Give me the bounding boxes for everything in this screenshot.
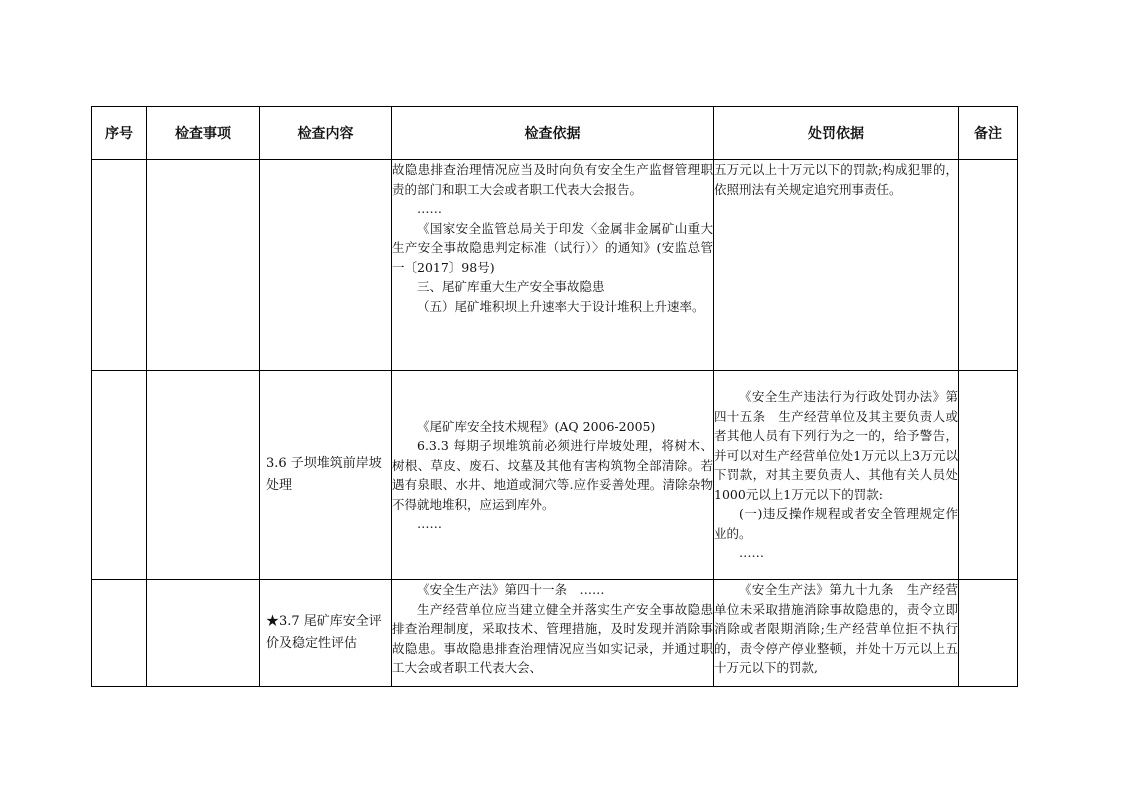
cell-penalty bbox=[714, 580, 959, 687]
header-penalty: 处罚依据 bbox=[714, 107, 959, 160]
basis-paragraph: （五）尾矿堆积坝上升速率大于设计堆积上升速率。 bbox=[417, 298, 705, 314]
cell-item bbox=[147, 580, 260, 687]
cell-seq bbox=[92, 371, 147, 580]
basis-paragraph: 《安全生产法》第四十一条 …… bbox=[417, 582, 605, 597]
basis-paragraph: 故隐患排查治理情况应当及时向负有安全生产监督管理职责的部门和职工大会或者职工代表大会报告。 bbox=[392, 162, 713, 197]
cell-basis bbox=[392, 371, 714, 580]
cell-penalty bbox=[714, 160, 959, 371]
cell-content: 3.6 子坝堆筑前岸坡处理 bbox=[260, 371, 392, 580]
penalty-paragraph: 《安全生产法》第九十九条 生产经营单位未采取措施消除事故隐患的，责令立即消除或者限期消除;生产经营单位拒不执行的，责令停产停业整顿，并处十万元以上五十万元以下的罚款, bbox=[714, 582, 958, 675]
table-row bbox=[92, 580, 1018, 687]
header-item: 检查事项 bbox=[147, 107, 260, 160]
header-content: 检查内容 bbox=[260, 107, 392, 160]
basis-paragraph: …… bbox=[417, 516, 442, 531]
basis-paragraph: 6.3.3 每期子坝堆筑前必须进行岸坡处理，将树木、树根、草皮、废石、坟墓及其他有害构筑物全部清除。若遇有泉眼、水井、地道或洞穴等.应作妥善处理。清除杂物不得就地堆积，应运到库外。 bbox=[392, 438, 713, 512]
header-basis: 检查依据 bbox=[392, 107, 714, 160]
table-header-row bbox=[92, 107, 1018, 160]
cell-item bbox=[147, 371, 260, 580]
cell-item bbox=[147, 160, 260, 371]
penalty-paragraph: (一)违反操作规程或者安全管理规定作业的。 bbox=[714, 506, 958, 541]
table-row bbox=[92, 160, 1018, 371]
basis-paragraph: …… bbox=[417, 201, 442, 216]
header-seq: 序号 bbox=[92, 107, 147, 160]
table-row bbox=[92, 371, 1018, 580]
cell-content: ★3.7 尾矿库安全评价及稳定性评估 bbox=[260, 580, 392, 687]
penalty-paragraph: …… bbox=[739, 545, 764, 561]
basis-paragraph: 《国家安全监管总局关于印发〈金属非金属矿山重大生产安全事故隐患判定标准（试行）〉的通知》(安监总管一〔2017〕98号) bbox=[392, 220, 713, 275]
cell-remark bbox=[959, 160, 1018, 371]
cell-remark bbox=[959, 580, 1018, 687]
basis-paragraph: 三、尾矿库重大生产安全事故隐患 bbox=[417, 279, 605, 294]
cell-remark bbox=[959, 371, 1018, 580]
penalty-paragraph: 《安全生产违法行为行政处罚办法》第四十五条 生产经营单位及其主要负责人或者其他人员有下列行为之一的，给予警告，并可以对生产经营单位处1万元以上3万元以下罚款，对其主要负责人、其他有关人员处1000元以上1万元以下的罚款: bbox=[714, 389, 958, 502]
basis-paragraph: 《尾矿库安全技术规程》(AQ 2006-2005) bbox=[417, 418, 656, 434]
cell-content bbox=[260, 160, 392, 371]
basis-paragraph: 生产经营单位应当建立健全并落实生产安全事故隐患排查治理制度，采取技术、管理措施，及时发现并消除事故隐患。事故隐患排查治理情况应当如实记录，并通过职工大会或者职工代表大会、 bbox=[392, 601, 713, 675]
cell-basis bbox=[392, 160, 714, 371]
cell-seq bbox=[92, 160, 147, 371]
cell-seq bbox=[92, 580, 147, 687]
cell-basis bbox=[392, 580, 714, 687]
penalty-paragraph: 五万元以上十万元以下的罚款;构成犯罪的，依照刑法有关规定追究刑事责任。 bbox=[714, 162, 958, 197]
header-remark: 备注 bbox=[959, 107, 1018, 160]
inspection-page bbox=[91, 106, 1017, 687]
inspection-table bbox=[91, 106, 1018, 687]
cell-penalty bbox=[714, 371, 959, 580]
